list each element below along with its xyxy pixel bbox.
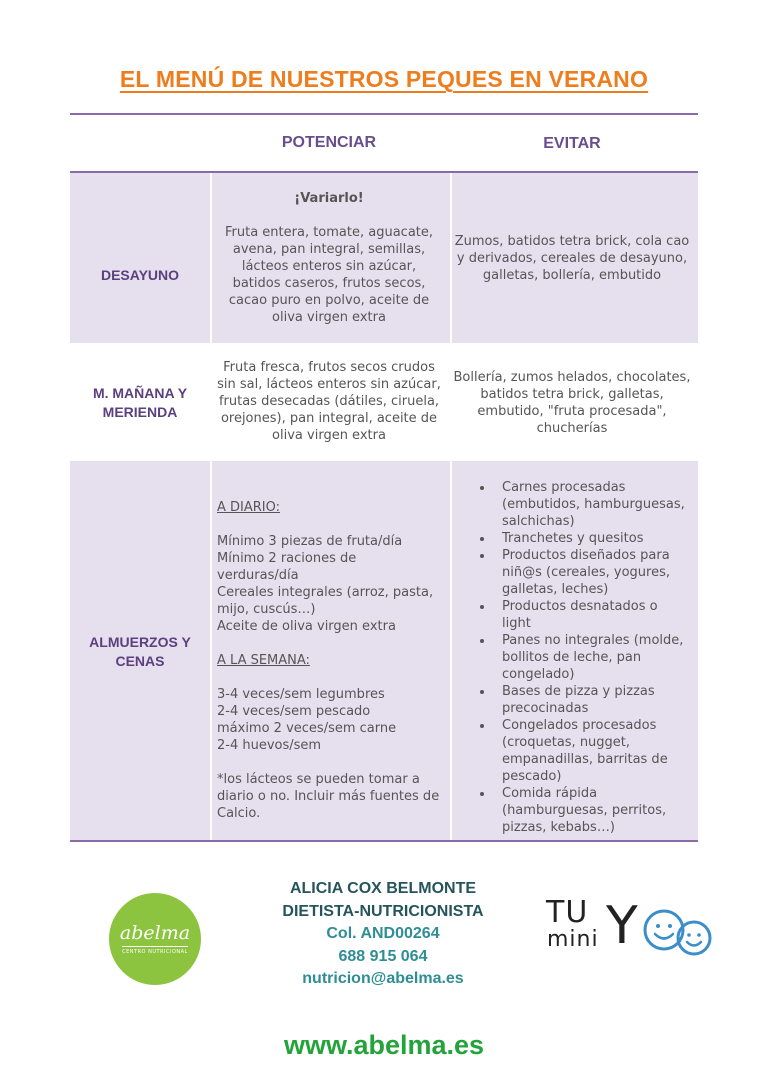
merienda-potenciar: Fruta fresca, frutos secos crudos sin sal, lácteos enteros sin azúcar, frutas desecadas (dátiles, ciruela, orejones), pan integral, aceite de oliva virgen extra	[217, 360, 441, 443]
semana-heading: A LA SEMANA:	[217, 653, 310, 668]
lacteos-note: *los lácteos se pueden tomar a diario o no. Incluir más fuentes de Calcio.	[217, 772, 440, 821]
semana-item: 2-4 huevos/sem	[217, 738, 322, 753]
diario-item: Mínimo 3 piezas de fruta/día	[217, 534, 403, 549]
column-header-potenciar: POTENCIAR	[281, 134, 377, 151]
contact-phone: 688 915 064	[338, 947, 428, 965]
tuminiyo-logo	[546, 895, 716, 964]
desayuno-evitar: Zumos, batidos tetra brick, cola cao y derivados, cereales de desayuno, galletas, bollería, embutido	[454, 234, 690, 283]
almuerzos-potenciar	[217, 499, 441, 822]
evitar-list-item: Productos diseñados para niñ@s (cereales, yogures, galletas, leches)	[474, 547, 688, 598]
evitar-list-item: Carnes procesadas (embutidos, hamburguesas, salchichas)	[474, 479, 688, 530]
contact-email[interactable]: nutricion@abelma.es	[302, 970, 464, 987]
contact-role: DIETISTA-NUTRICIONISTA	[282, 902, 484, 920]
evitar-list-item: Comida rápida (hamburguesas, perritos, pizzas, kebabs…)	[474, 785, 688, 836]
almuerzos-evitar	[474, 479, 688, 836]
evitar-list-item: Congelados procesados (croquetas, nugget, empanadillas, barritas de pescado)	[474, 717, 688, 785]
column-header-evitar: EVITAR	[543, 135, 601, 152]
contact-name: ALICIA COX BELMONTE	[289, 880, 477, 897]
abelma-logo-subtitle: CENTRO NUTRICIONAL	[122, 946, 188, 955]
tuminiyo-logo-tu: TU	[546, 895, 589, 930]
desayuno-potenciar-heading: ¡Variarlo!	[294, 191, 364, 206]
row-label-almuerzos: ALMUERZOS Y CENAS	[89, 634, 191, 669]
page-title: EL MENÚ DE NUESTROS PEQUES EN VERANO	[119, 66, 649, 92]
table-top-rule	[70, 113, 698, 115]
evitar-list-item: Productos desnatados o light	[474, 598, 688, 632]
evitar-list-item: Tranchetes y quesitos	[474, 530, 688, 547]
merienda-evitar: Bollería, zumos helados, chocolates, batidos tetra brick, galletas, embutido, "fruta procesada", chucherías	[453, 370, 691, 436]
table-bottom-rule	[70, 840, 698, 842]
desayuno-potenciar	[216, 190, 442, 326]
website-link[interactable]: www.abelma.es	[283, 1030, 485, 1060]
semana-item: 3-4 veces/sem legumbres	[217, 687, 385, 702]
contact-collegiate: Col. AND00264	[326, 925, 440, 942]
abelma-logo	[109, 893, 201, 985]
desayuno-potenciar-text: Fruta entera, tomate, aguacate, avena, pan integral, semillas, lácteos enteros sin azúcar, batidos caseros, frutos secos, cacao puro en polvo, aceite de oliva virgen extra	[224, 225, 434, 325]
diario-heading: A DIARIO:	[217, 500, 281, 515]
evitar-list-item: Bases de pizza y pizzas precocinadas	[474, 683, 688, 717]
diario-item: Aceite de oliva virgen extra	[217, 619, 396, 634]
row-label-merienda: M. MAÑANA Y MERIENDA	[92, 385, 188, 420]
abelma-logo-name: abelma	[119, 922, 191, 944]
evitar-list-item: Panes no integrales (molde, bollitos de leche, pan congelado)	[474, 632, 688, 683]
semana-item: máximo 2 veces/sem carne	[217, 721, 397, 736]
tuminiyo-logo-y: Y	[606, 896, 638, 956]
contact-block	[258, 878, 508, 991]
diario-item: Mínimo 2 raciones de verduras/día	[217, 551, 357, 583]
tuminiyo-logo-mini: mini	[547, 927, 599, 952]
semana-item: 2-4 veces/sem pescado	[217, 704, 371, 719]
row-label-desayuno: DESAYUNO	[100, 267, 180, 283]
smiley-faces-icon	[636, 902, 716, 960]
diario-item: Cereales integrales (arroz, pasta, mijo, cuscús…)	[217, 585, 434, 617]
